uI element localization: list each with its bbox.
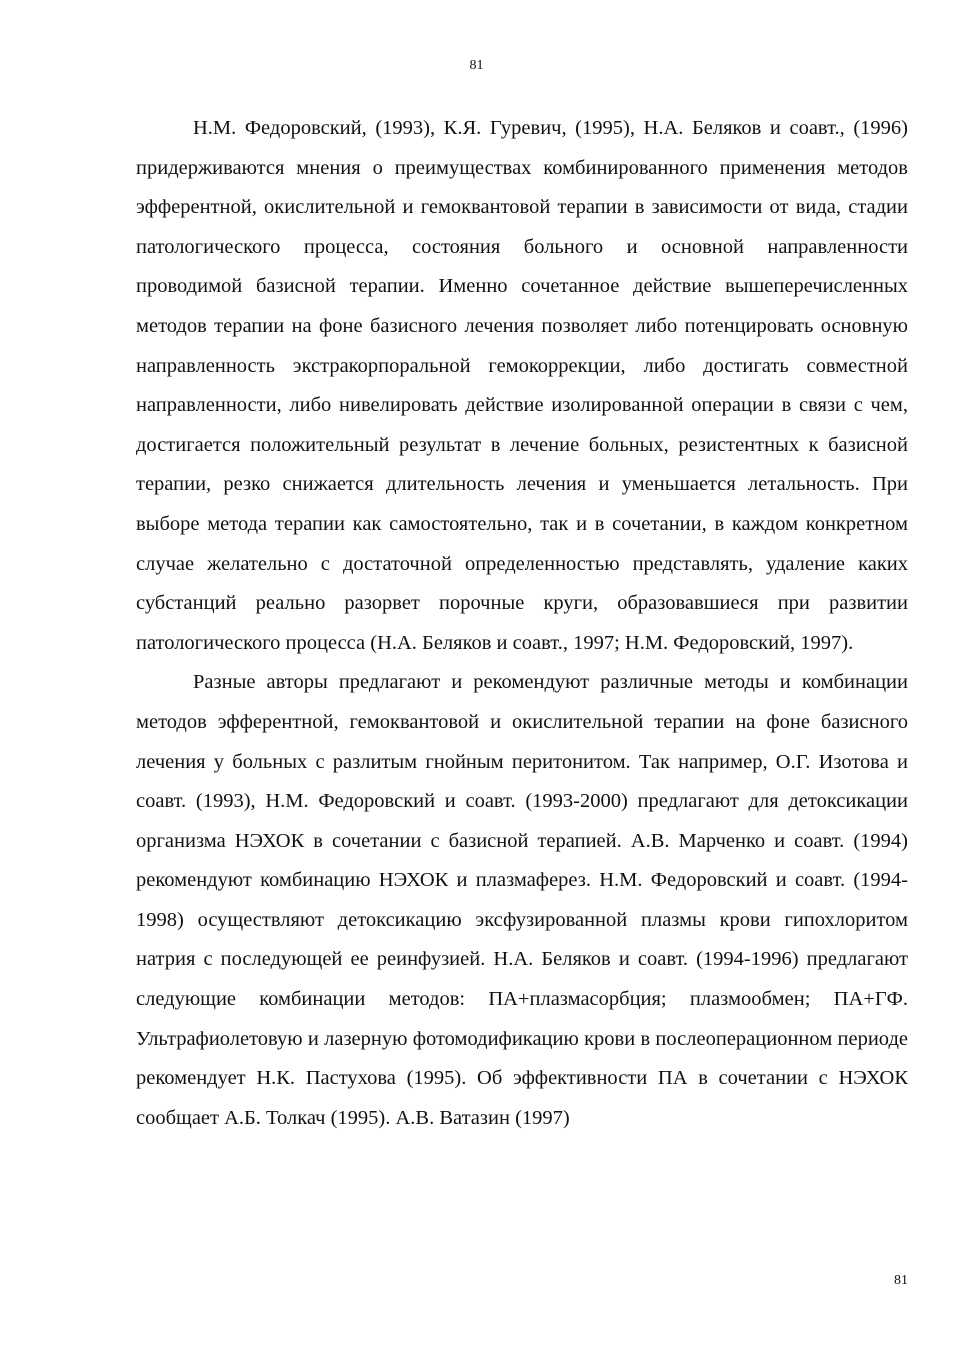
paragraph-2: Разные авторы предлагают и рекомендуют различные методы и комбинации методов эфферентной, гемоквантовой и окислительной терапии на фоне базисного лечения у больных с разлитым гнойным перитонитом. Так например, О.Г. Изотова и соавт. (1993), Н.М. Федоровский и соавт. (1993-2000) предлагают для детоксикации организма НЭХОК в сочетании с базисной терапией. А.В. Марченко и соавт. (1994) рекомендуют комбинацию НЭХОК и плазмаферез. Н.М. Федоровский и соавт. (1994-1998) осуществляют детоксикацию эксфузированной плазмы крови гипохлоритом натрия с последующей ее реинфузией. Н.А. Беляков и соавт. (1994-1996) предлагают следующие комбинации методов: ПА+плазмасорбция; плазмообмен; ПА+ГФ. Ультрафиолетовую и лазерную фотомодификацию крови в послеоперационном периоде рекомендует Н.К. Пастухова (1995). Об эффективности ПА в сочетании с НЭХОК сообщает А.Б. Толкач (1995). А.В. Ватазин (1997) — [136, 671, 908, 1129]
page-number-top: 81 — [469, 58, 484, 73]
page-number-bottom: 81 — [894, 1273, 908, 1288]
paragraph-1: Н.М. Федоровский, (1993), К.Я. Гуревич, (1995), Н.А. Беляков и соавт., (1996) придерживаются мнения о преимуществах комбинированного применения методов эфферентной, окислительной и гемоквантовой терапии в зависимости от вида, стадии патологического процесса, состояния больного и основной направленности проводимой базисной терапии. Именно сочетанное действие вышеперечисленных методов терапии на фоне базисного лечения позволяет либо потенцировать основную направленность экстракорпоральной гемокоррекции, либо достигать совместной направленности, либо нивелировать действие изолированной операции в связи с чем, достигается положительный результат в лечение больных, резистентных к базисной терапии, резко снижается длительность лечения и уменьшается летальность. При выборе метода терапии как самостоятельно, так и в сочетании, в каждом конкретном случае желательно с достаточной определенностью представлять, удаление каких субстанций реально разорвет порочные круги, образовавшиеся при развитии патологического процесса (Н.А. Беляков и соавт., 1997; Н.М. Федоровский, 1997). — [136, 117, 908, 654]
body-text — [136, 109, 908, 1138]
